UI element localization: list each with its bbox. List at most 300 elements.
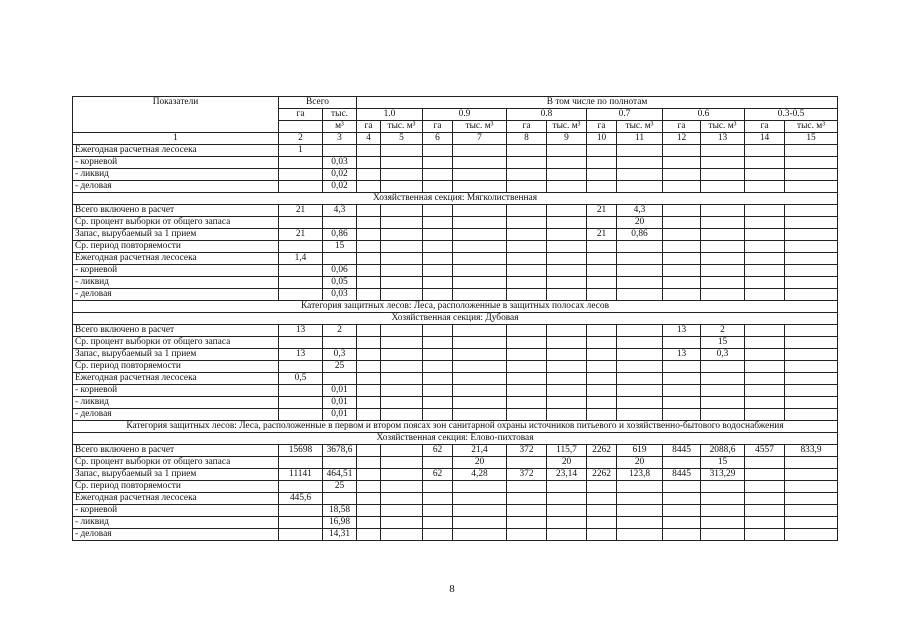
header-density: 0.6 xyxy=(663,109,745,121)
table-cell xyxy=(587,529,617,541)
table-cell xyxy=(745,229,785,241)
table-cell: 313,29 xyxy=(701,469,745,481)
table-cell xyxy=(279,409,323,421)
table-cell xyxy=(423,337,453,349)
table-cell xyxy=(381,409,423,421)
table-cell xyxy=(423,217,453,229)
table-cell xyxy=(381,241,423,253)
table-cell xyxy=(745,481,785,493)
table-cell xyxy=(587,385,617,397)
table-cell xyxy=(381,493,423,505)
header-unit-thous-m3: тыс. м³ xyxy=(381,121,423,133)
table-cell: 13 xyxy=(663,325,701,337)
table-cell: 372 xyxy=(507,445,547,457)
table-cell xyxy=(785,205,838,217)
table-cell xyxy=(617,265,663,277)
table-cell xyxy=(785,505,838,517)
table-cell xyxy=(785,265,838,277)
table-cell xyxy=(507,337,547,349)
table-cell: 13 xyxy=(279,349,323,361)
table-cell xyxy=(745,289,785,301)
table-cell xyxy=(423,253,453,265)
table-cell xyxy=(423,505,453,517)
header-unit-ha: га xyxy=(357,121,381,133)
table-cell xyxy=(507,361,547,373)
table-cell: 0,3 xyxy=(701,349,745,361)
table-cell xyxy=(357,325,381,337)
table-cell xyxy=(587,277,617,289)
table-cell xyxy=(701,241,745,253)
table-cell: 15 xyxy=(323,241,357,253)
section-row xyxy=(73,433,838,445)
table-cell xyxy=(701,229,745,241)
row-label: - деловая xyxy=(73,409,279,421)
row-label: Ср. процент выборки от общего запаса xyxy=(73,217,279,229)
table-cell xyxy=(701,409,745,421)
table-cell: 115,7 xyxy=(547,445,587,457)
table-cell xyxy=(701,181,745,193)
table-cell xyxy=(745,217,785,229)
table-cell xyxy=(701,373,745,385)
table-cell xyxy=(785,253,838,265)
table-cell xyxy=(663,409,701,421)
table-cell xyxy=(323,253,357,265)
table-cell xyxy=(547,145,587,157)
table-cell xyxy=(357,253,381,265)
table-cell xyxy=(663,385,701,397)
table-row xyxy=(73,469,838,481)
table-cell xyxy=(423,241,453,253)
table-cell xyxy=(507,349,547,361)
table-cell xyxy=(381,469,423,481)
table-row xyxy=(73,229,838,241)
table-cell xyxy=(507,373,547,385)
column-number: 1 xyxy=(73,133,279,145)
section-row xyxy=(73,313,838,325)
table-cell xyxy=(423,325,453,337)
table-cell xyxy=(453,229,507,241)
table-cell: 20 xyxy=(617,217,663,229)
table-cell xyxy=(453,397,507,409)
row-label: Ср. процент выборки от общего запаса xyxy=(73,337,279,349)
table-cell xyxy=(617,253,663,265)
table-row xyxy=(73,505,838,517)
table-cell xyxy=(785,373,838,385)
table-cell: 0,3 xyxy=(323,349,357,361)
table-cell xyxy=(423,205,453,217)
table-cell xyxy=(357,445,381,457)
table-cell xyxy=(745,277,785,289)
table-cell xyxy=(617,277,663,289)
table-cell xyxy=(423,457,453,469)
table-row xyxy=(73,253,838,265)
table-cell xyxy=(785,277,838,289)
table-cell xyxy=(423,481,453,493)
table-cell xyxy=(453,517,507,529)
table-cell xyxy=(381,169,423,181)
table-cell xyxy=(617,385,663,397)
table-cell xyxy=(279,265,323,277)
table-cell: 15 xyxy=(701,457,745,469)
table-row xyxy=(73,409,838,421)
table-cell xyxy=(663,505,701,517)
table-cell xyxy=(785,337,838,349)
table-cell xyxy=(785,457,838,469)
table-cell xyxy=(507,529,547,541)
table-cell xyxy=(701,529,745,541)
table-cell xyxy=(357,277,381,289)
table-cell xyxy=(357,265,381,277)
page-number: 8 xyxy=(449,583,455,595)
section-title: Хозяйственная секция: Мягколиственная xyxy=(73,193,838,205)
table-cell xyxy=(587,349,617,361)
table-cell xyxy=(357,385,381,397)
table-cell xyxy=(547,229,587,241)
table-cell xyxy=(617,481,663,493)
table-cell xyxy=(453,481,507,493)
header-total: Всего xyxy=(279,97,357,109)
table-row xyxy=(73,157,838,169)
table-cell: 8445 xyxy=(663,445,701,457)
row-label: Ежегодная расчетная лесосека xyxy=(73,493,279,505)
table-cell xyxy=(663,457,701,469)
table-cell xyxy=(507,205,547,217)
table-cell xyxy=(507,145,547,157)
table-cell xyxy=(547,241,587,253)
table-cell xyxy=(453,289,507,301)
table-row xyxy=(73,517,838,529)
table-cell xyxy=(507,505,547,517)
table-cell xyxy=(587,241,617,253)
table-cell xyxy=(617,349,663,361)
table-cell xyxy=(507,481,547,493)
table-cell xyxy=(785,217,838,229)
table-cell: 0,06 xyxy=(323,265,357,277)
header-unit-thous-m3: тыс. м³ xyxy=(453,121,507,133)
table-cell xyxy=(357,229,381,241)
header-total-m3: м³ xyxy=(323,121,357,133)
table-cell xyxy=(663,229,701,241)
table-cell: 0,01 xyxy=(323,397,357,409)
table-cell: 20 xyxy=(453,457,507,469)
table-cell xyxy=(381,277,423,289)
table-cell xyxy=(785,361,838,373)
table-cell xyxy=(547,289,587,301)
table-cell xyxy=(507,169,547,181)
table-cell xyxy=(617,361,663,373)
header-unit-ha: га xyxy=(587,121,617,133)
table-cell xyxy=(453,205,507,217)
table-cell: 8445 xyxy=(663,469,701,481)
table-cell xyxy=(745,253,785,265)
table-cell xyxy=(617,373,663,385)
table-row xyxy=(73,361,838,373)
table-cell xyxy=(357,181,381,193)
table-cell xyxy=(745,457,785,469)
table-cell xyxy=(587,337,617,349)
table-cell xyxy=(587,493,617,505)
table-cell xyxy=(279,337,323,349)
table-cell xyxy=(357,337,381,349)
section-title: Хозяйственная секция: Елово-пихтовая xyxy=(73,433,838,445)
table-cell xyxy=(279,181,323,193)
table-cell xyxy=(357,241,381,253)
header-unit-ha: га xyxy=(423,121,453,133)
table-cell xyxy=(745,265,785,277)
table-cell xyxy=(453,181,507,193)
table-cell xyxy=(547,517,587,529)
table-cell xyxy=(547,157,587,169)
table-row xyxy=(73,385,838,397)
row-label: Ежегодная расчетная лесосека xyxy=(73,253,279,265)
table-cell: 0,02 xyxy=(323,169,357,181)
table-cell xyxy=(785,409,838,421)
table-cell: 15 xyxy=(701,337,745,349)
table-cell xyxy=(357,529,381,541)
table-cell xyxy=(323,493,357,505)
table-cell: 3678,6 xyxy=(323,445,357,457)
table-cell xyxy=(279,241,323,253)
table-cell: 15698 xyxy=(279,445,323,457)
table-cell xyxy=(745,409,785,421)
table-cell xyxy=(381,505,423,517)
table-cell: 0,03 xyxy=(323,157,357,169)
table-cell: 25 xyxy=(323,361,357,373)
header-by-density: В том числе по полнотам xyxy=(357,97,838,109)
row-label: Ежегодная расчетная лесосека xyxy=(73,145,279,157)
table-cell xyxy=(279,217,323,229)
table-cell: 13 xyxy=(279,325,323,337)
table-cell xyxy=(279,397,323,409)
table-row xyxy=(73,241,838,253)
row-label: Всего включено в расчет xyxy=(73,325,279,337)
table-cell xyxy=(381,265,423,277)
row-label: - ликвид xyxy=(73,517,279,529)
table-cell xyxy=(745,337,785,349)
table-cell xyxy=(587,481,617,493)
table-cell xyxy=(453,349,507,361)
table-cell xyxy=(785,529,838,541)
table-cell xyxy=(507,397,547,409)
table-cell xyxy=(701,493,745,505)
table-cell xyxy=(323,145,357,157)
column-number: 3 xyxy=(323,133,357,145)
table-cell xyxy=(279,385,323,397)
table-cell xyxy=(701,145,745,157)
table-cell xyxy=(357,481,381,493)
table-cell xyxy=(617,337,663,349)
table-cell xyxy=(279,157,323,169)
table-cell xyxy=(507,229,547,241)
table-cell xyxy=(507,277,547,289)
table-cell xyxy=(663,481,701,493)
table-cell xyxy=(547,361,587,373)
table-cell xyxy=(547,493,587,505)
table-cell xyxy=(785,241,838,253)
table-cell xyxy=(547,481,587,493)
table-cell: 21 xyxy=(279,205,323,217)
table-cell xyxy=(701,277,745,289)
table-cell xyxy=(785,469,838,481)
table-cell xyxy=(423,529,453,541)
table-cell xyxy=(423,493,453,505)
table-cell xyxy=(547,409,587,421)
row-label: Всего включено в расчет xyxy=(73,445,279,457)
table-cell xyxy=(745,325,785,337)
section-row xyxy=(73,193,838,205)
table-cell: 11141 xyxy=(279,469,323,481)
table-cell xyxy=(423,373,453,385)
table-cell xyxy=(381,517,423,529)
header-unit-thous-m3: тыс. м³ xyxy=(547,121,587,133)
table-cell xyxy=(381,445,423,457)
table-cell: 62 xyxy=(423,469,453,481)
table-cell: 21,4 xyxy=(453,445,507,457)
table-cell xyxy=(381,529,423,541)
table-cell xyxy=(381,217,423,229)
table-cell xyxy=(701,205,745,217)
table-cell xyxy=(357,349,381,361)
table-cell xyxy=(507,385,547,397)
table-row xyxy=(73,217,838,229)
table-cell xyxy=(507,181,547,193)
table-cell xyxy=(423,229,453,241)
table-cell xyxy=(323,217,357,229)
table-cell xyxy=(785,145,838,157)
table-cell xyxy=(701,361,745,373)
document-sheet xyxy=(72,96,837,541)
header-indicators: Показатели xyxy=(73,97,279,133)
header-density: 0.9 xyxy=(423,109,507,121)
table-cell xyxy=(587,409,617,421)
table-cell xyxy=(381,157,423,169)
table-cell xyxy=(507,265,547,277)
table-cell xyxy=(587,181,617,193)
table-row xyxy=(73,277,838,289)
table-cell xyxy=(323,337,357,349)
table-cell xyxy=(357,397,381,409)
table-cell xyxy=(453,409,507,421)
table-cell xyxy=(587,505,617,517)
table-cell xyxy=(453,373,507,385)
table-cell: 0,5 xyxy=(279,373,323,385)
table-cell: 21 xyxy=(279,229,323,241)
table-cell xyxy=(663,277,701,289)
column-number: 5 xyxy=(381,133,423,145)
table-cell: 0,01 xyxy=(323,385,357,397)
table-cell xyxy=(279,277,323,289)
table-cell xyxy=(663,361,701,373)
table-cell xyxy=(785,397,838,409)
table-row xyxy=(73,457,838,469)
table-cell xyxy=(745,517,785,529)
table-cell xyxy=(785,169,838,181)
table-cell: 464,51 xyxy=(323,469,357,481)
table-cell xyxy=(453,253,507,265)
column-number: 13 xyxy=(701,133,745,145)
column-number: 15 xyxy=(785,133,838,145)
row-label: - корневой xyxy=(73,265,279,277)
table-cell xyxy=(381,349,423,361)
table-cell: 14,31 xyxy=(323,529,357,541)
table-cell xyxy=(663,169,701,181)
table-cell: 0,03 xyxy=(323,289,357,301)
table-cell xyxy=(617,517,663,529)
row-label: Запас, вырубаемый за 1 прием xyxy=(73,229,279,241)
header-unit-ha: га xyxy=(663,121,701,133)
table-cell xyxy=(663,265,701,277)
table-row xyxy=(73,481,838,493)
table-cell xyxy=(587,217,617,229)
table-cell: 619 xyxy=(617,445,663,457)
table-cell: 0,02 xyxy=(323,181,357,193)
table-cell xyxy=(587,517,617,529)
table-cell xyxy=(453,361,507,373)
table-cell xyxy=(663,373,701,385)
table-cell xyxy=(663,397,701,409)
table-cell xyxy=(453,337,507,349)
table-cell xyxy=(357,457,381,469)
row-label: - ликвид xyxy=(73,169,279,181)
column-number: 2 xyxy=(279,133,323,145)
row-label: - корневой xyxy=(73,157,279,169)
table-cell xyxy=(663,517,701,529)
section-row xyxy=(73,421,838,433)
table-cell xyxy=(423,349,453,361)
row-label: - ликвид xyxy=(73,277,279,289)
table-cell xyxy=(587,145,617,157)
table-cell xyxy=(701,253,745,265)
table-cell xyxy=(381,289,423,301)
column-number: 9 xyxy=(547,133,587,145)
table-cell xyxy=(547,373,587,385)
table-cell xyxy=(381,361,423,373)
table-cell xyxy=(785,349,838,361)
table-cell xyxy=(663,217,701,229)
forest-cut-table xyxy=(72,96,838,541)
row-label: - корневой xyxy=(73,385,279,397)
table-cell xyxy=(701,385,745,397)
table-cell: 0,05 xyxy=(323,277,357,289)
table-cell xyxy=(357,217,381,229)
header-unit-thous-m3: тыс. м³ xyxy=(701,121,745,133)
column-number: 8 xyxy=(507,133,547,145)
column-number: 7 xyxy=(453,133,507,145)
table-cell xyxy=(453,241,507,253)
table-cell xyxy=(617,397,663,409)
header-density: 0.8 xyxy=(507,109,587,121)
table-cell xyxy=(279,169,323,181)
table-cell xyxy=(587,265,617,277)
table-cell: 2262 xyxy=(587,445,617,457)
table-cell xyxy=(381,205,423,217)
table-cell xyxy=(663,241,701,253)
table-cell xyxy=(357,505,381,517)
table-cell: 16,98 xyxy=(323,517,357,529)
table-cell xyxy=(785,517,838,529)
table-cell: 4,28 xyxy=(453,469,507,481)
table-cell xyxy=(357,145,381,157)
table-cell: 123,8 xyxy=(617,469,663,481)
header-unit-ha: га xyxy=(745,121,785,133)
row-label: - деловая xyxy=(73,529,279,541)
table-cell xyxy=(279,361,323,373)
table-cell xyxy=(745,181,785,193)
table-cell xyxy=(745,361,785,373)
column-number: 11 xyxy=(617,133,663,145)
table-cell xyxy=(279,505,323,517)
table-cell xyxy=(617,325,663,337)
